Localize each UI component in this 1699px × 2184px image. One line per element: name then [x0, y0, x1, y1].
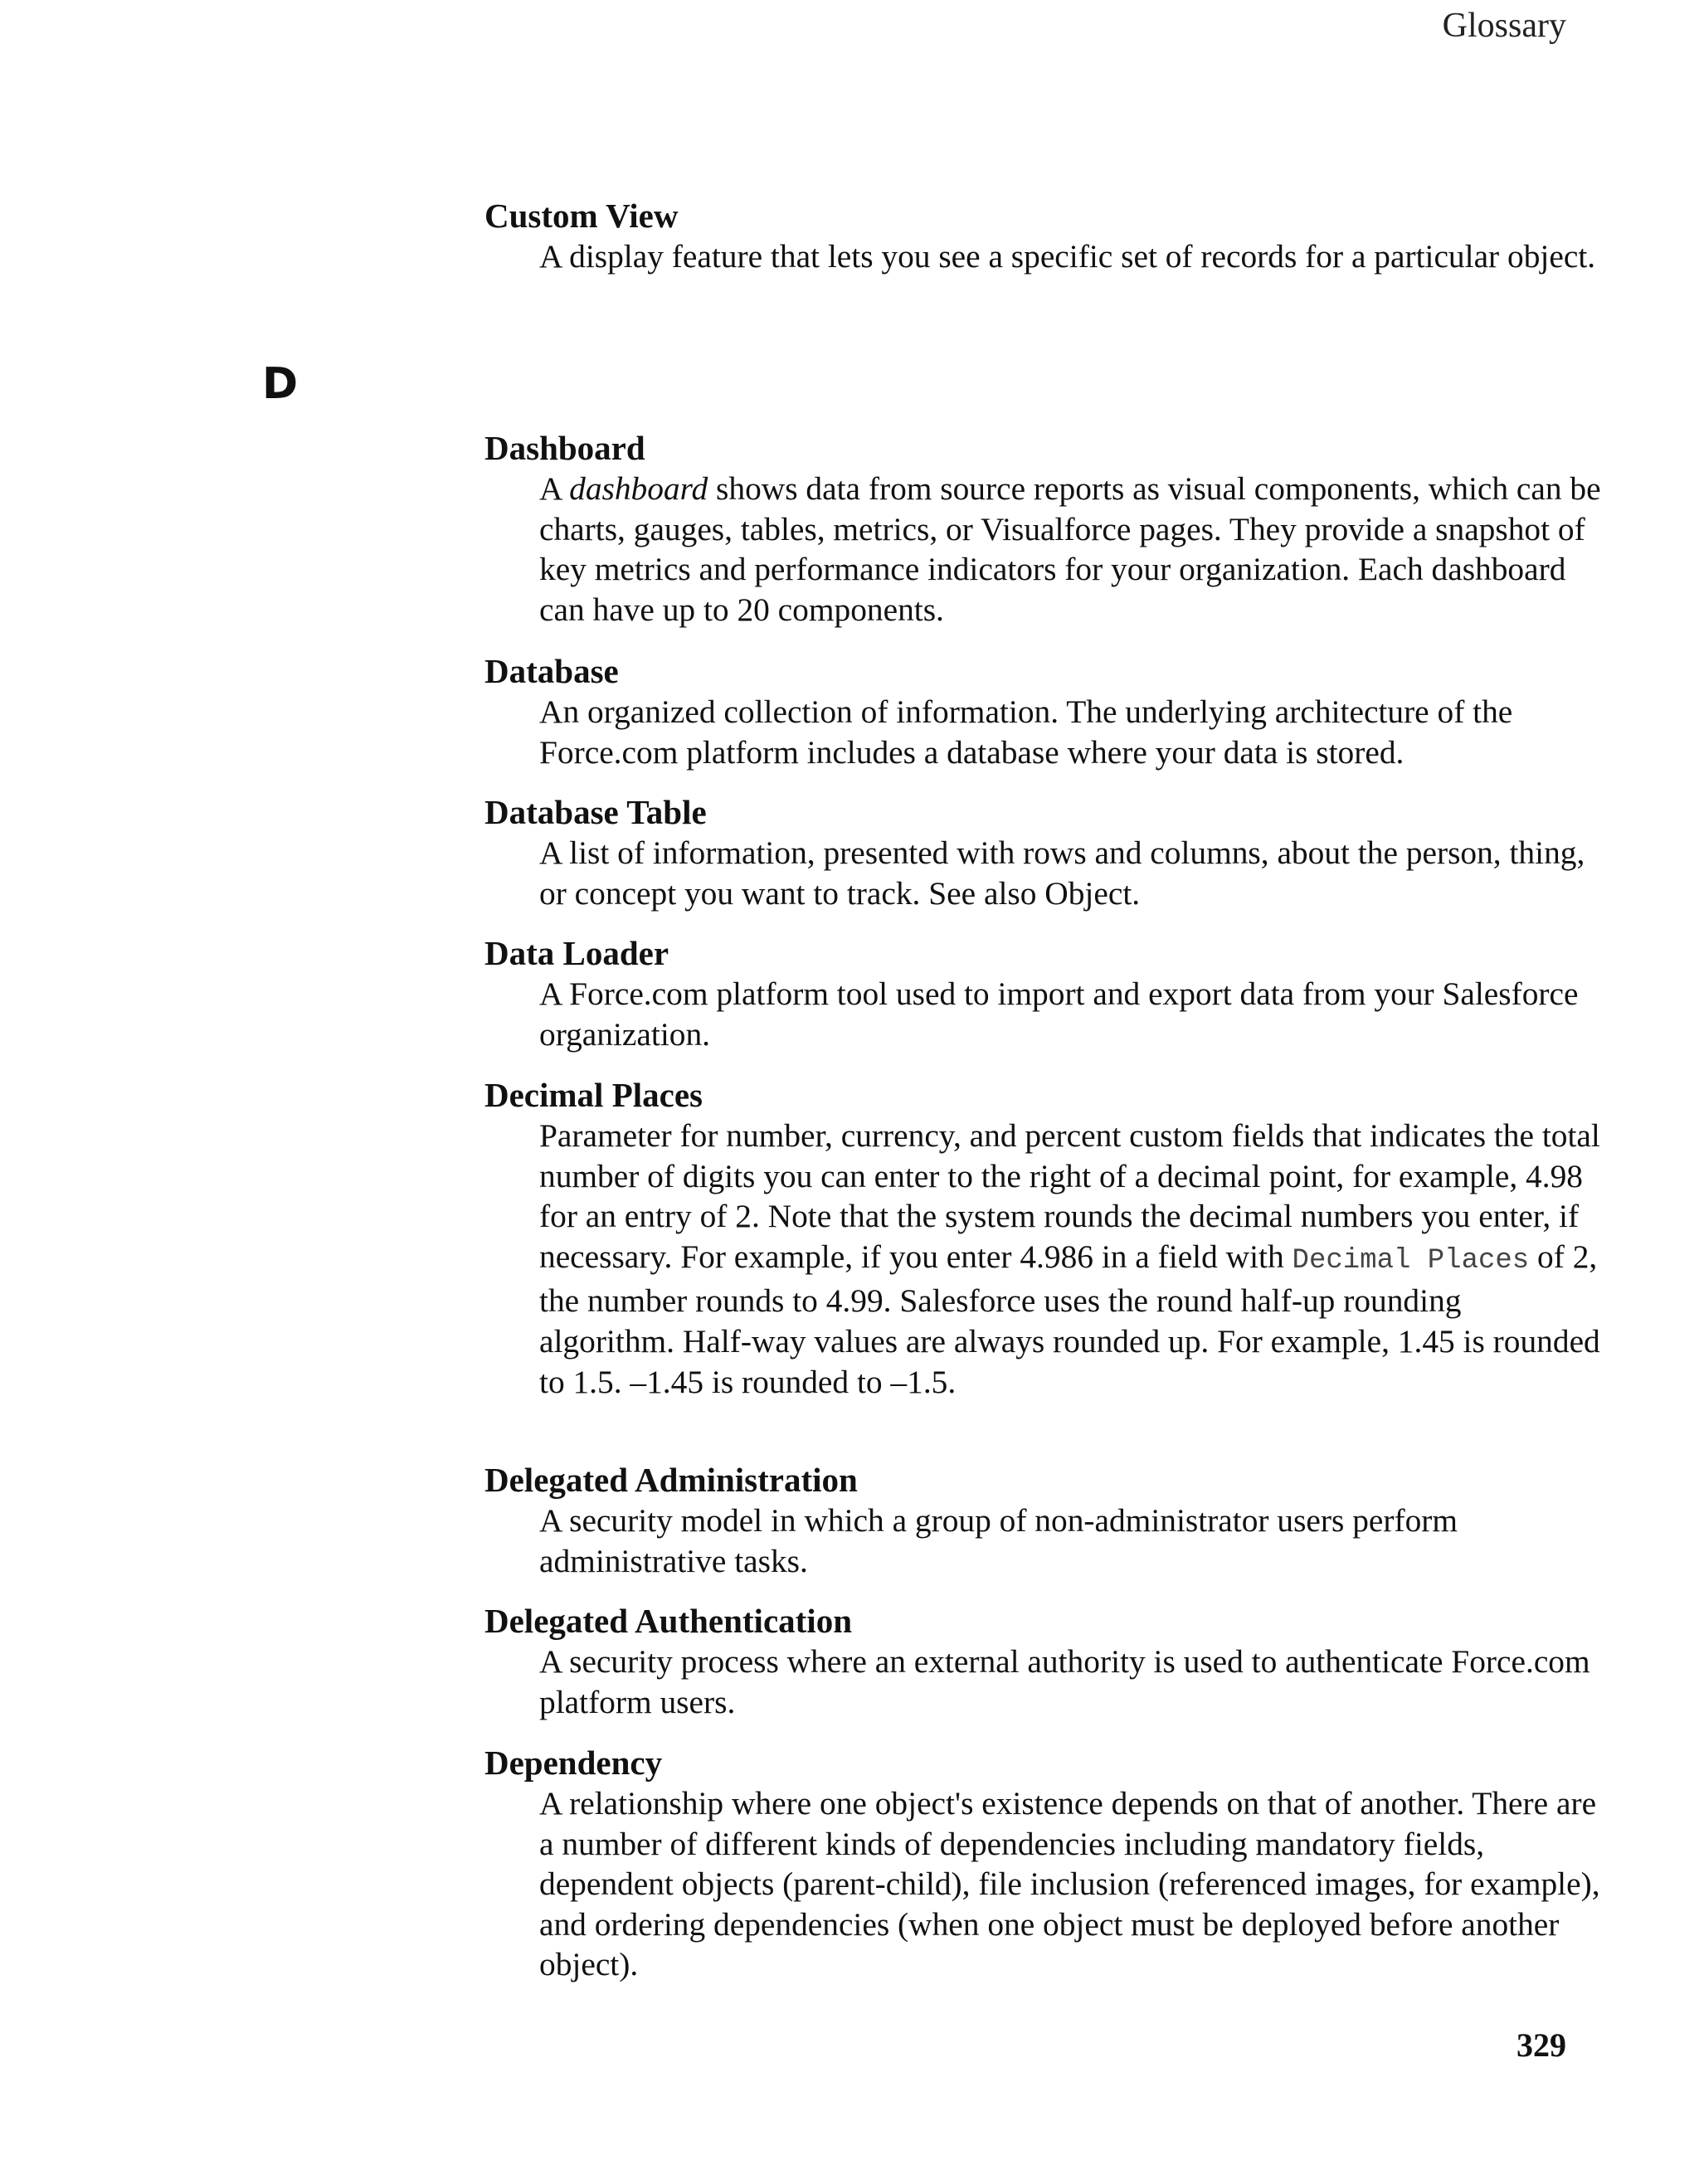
glossary-term: Dashboard — [484, 429, 645, 467]
glossary-entry-dependency — [484, 1743, 1604, 1985]
glossary-entry-database — [484, 651, 1604, 772]
glossary-term: Delegated Authentication — [484, 1602, 852, 1640]
glossary-definition: A list of information, presented with rows and columns, about the person, thing, or concept you want to track. See also Object. — [539, 834, 1585, 912]
glossary-term: Database — [484, 652, 619, 690]
glossary-term: Data Loader — [484, 934, 669, 972]
definition-code: Decimal Places — [1292, 1244, 1530, 1277]
glossary-entry-data-loader — [484, 933, 1604, 1054]
definition-text: of 2, the number rounds to 4.99. Salesforce uses the round half-up rounding algorithm. Half-way values are always rounded up. For example, 1.45 is rounded to 1.5. –1.45 is rounded to –1.5. — [539, 1238, 1600, 1400]
glossary-term: Decimal Places — [484, 1076, 703, 1114]
section-letter: D — [262, 359, 299, 409]
glossary-definition — [539, 1116, 1604, 1402]
glossary-definition: A Force.com platform tool used to import and export data from your Salesforce organization. — [539, 975, 1579, 1053]
definition-text: Parameter for number, currency, and percent custom fields that indicates the total number of digits you can enter to the right of a decimal point, for example, 4.98 for an entry of 2. Note that the system rounds the decimal numbers you enter, if necessary. For example, if you enter 4.986 in a field with — [539, 1117, 1600, 1275]
glossary-term: Database Table — [484, 793, 707, 831]
glossary-term: Dependency — [484, 1744, 663, 1782]
glossary-definition: A relationship where one object's existence depends on that of another. There are a number of different kinds of dependencies including mandatory fields, dependent objects (parent-child), file inclusion (referenced images, for example), and ordering dependencies (when one object must be deployed before another object). — [539, 1785, 1600, 1983]
glossary-entry-delegated-administration — [484, 1460, 1604, 1581]
glossary-term: Delegated Administration — [484, 1461, 858, 1499]
glossary-definition: A security process where an external authority is used to authenticate Force.com platform users. — [539, 1643, 1590, 1720]
glossary-entry-custom-view — [484, 196, 1604, 277]
definition-text: shows data from source reports as visual components, which can be charts, gauges, tables, metrics, or Visualforce pages. They provide a snapshot of key metrics and performance indicators for your organization. Each dashboard can have up to 20 components. — [539, 470, 1601, 628]
glossary-entry-database-table — [484, 792, 1604, 913]
glossary-entry-dashboard — [484, 428, 1604, 630]
glossary-term: Custom View — [484, 197, 679, 235]
glossary-entry-delegated-authentication — [484, 1601, 1604, 1722]
page-number: 329 — [1516, 2026, 1566, 2064]
glossary-entry-decimal-places — [484, 1075, 1604, 1402]
glossary-definition: An organized collection of information. The underlying architecture of the Force.com platform includes a database where your data is stored. — [539, 693, 1513, 771]
definition-emphasis: dashboard — [569, 470, 708, 507]
definition-text: A — [539, 470, 570, 507]
glossary-definition — [539, 469, 1604, 630]
running-header: Glossary — [1442, 7, 1566, 45]
glossary-definition: A security model in which a group of non-administrator users perform administrative tasks. — [539, 1502, 1458, 1579]
glossary-definition: A display feature that lets you see a specific set of records for a particular object. — [539, 238, 1596, 275]
